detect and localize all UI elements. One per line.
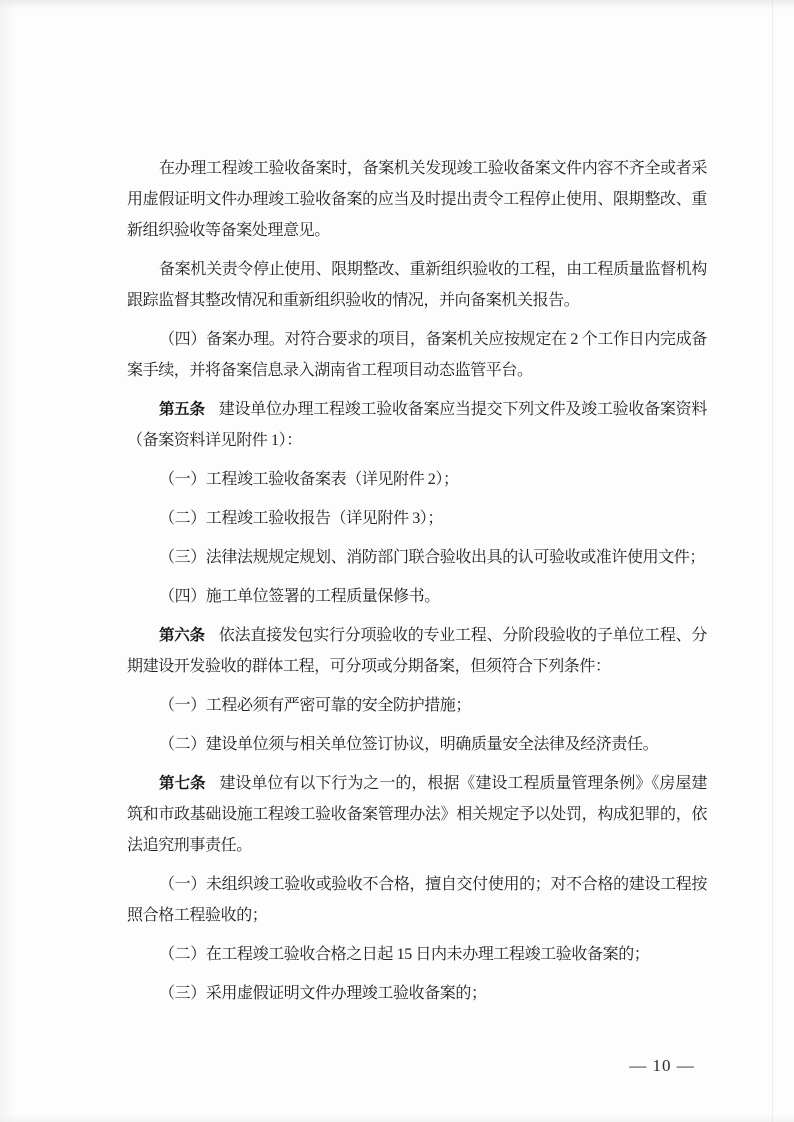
paragraph-text: 建设单位有以下行为之一的，根据《建设工程质量管理条例》《房屋建筑和市政基础设施工程竣工验收备案管理办法》相关规定予以处罚，构成犯罪的，依法追究刑事责任。 bbox=[127, 775, 707, 854]
paragraph-text: 建设单位办理工程竣工验收备案应当提交下列文件及竣工验收备案资料（备案资料详见附件 1）： bbox=[127, 401, 707, 449]
paragraph: （四）施工单位签署的工程质量保修书。 bbox=[159, 588, 440, 605]
scan-edge-bottom bbox=[0, 1115, 794, 1122]
paragraph: （三）采用虚假证明文件办理竣工验收备案的； bbox=[159, 985, 487, 1002]
paragraph: （二）在工程竣工验收合格之日起 15 日内未办理工程竣工验收备案的； bbox=[159, 946, 650, 963]
paragraph bbox=[127, 620, 707, 682]
paragraph bbox=[127, 768, 707, 861]
paragraph: 备案机关责令停止使用、限期整改、重新组织验收的工程，由工程质量监督机构跟踪监督其整改情况和重新组织验收的情况，并向备案机关报告。 bbox=[127, 261, 707, 309]
document-body bbox=[127, 0, 707, 1017]
paragraph: 在办理工程竣工验收备案时，备案机关发现竣工验收备案文件内容不齐全或者采用虚假证明文件办理竣工验收备案的应当及时提出责令工程停止使用、限期整改、重新组织验收等备案处理意见。 bbox=[127, 160, 707, 239]
article-number: 第六条 bbox=[159, 627, 205, 644]
paragraph: （二）建设单位须与相关单位签订协议，明确质量安全法律及经济责任。 bbox=[159, 736, 659, 753]
paragraph: （一）未组织竣工验收或验收不合格，擅自交付使用的；对不合格的建设工程按照合格工程验收的； bbox=[127, 876, 707, 924]
article-number: 第五条 bbox=[159, 401, 205, 418]
scan-streak-artifact bbox=[772, 0, 773, 1122]
paragraph: （一）工程竣工验收备案表（详见附件 2）； bbox=[159, 471, 459, 488]
footer-page-number: — 10 — bbox=[629, 1056, 695, 1075]
paragraph: （二）工程竣工验收报告（详见附件 3）； bbox=[159, 510, 444, 527]
paragraph: （一）工程必须有严密可靠的安全防护措施； bbox=[159, 697, 472, 714]
article-number: 第七条 bbox=[159, 775, 206, 792]
paragraph: （四）备案办理。对符合要求的项目，备案机关应按规定在 2 个工作日内完成备案手续，并将备案信息录入湖南省工程项目动态监管平台。 bbox=[127, 331, 707, 379]
paragraph bbox=[127, 394, 707, 456]
paragraph-text: 依法直接发包实行分项验收的专业工程、分阶段验收的子单位工程、分期建设开发验收的群体工程，可分项或分期备案，但须符合下列条件： bbox=[127, 627, 707, 675]
paragraph: （三）法律法规规定规划、消防部门联合验收出具的认可验收或准许使用文件； bbox=[159, 549, 706, 566]
scan-edge-left bbox=[0, 0, 16, 1122]
